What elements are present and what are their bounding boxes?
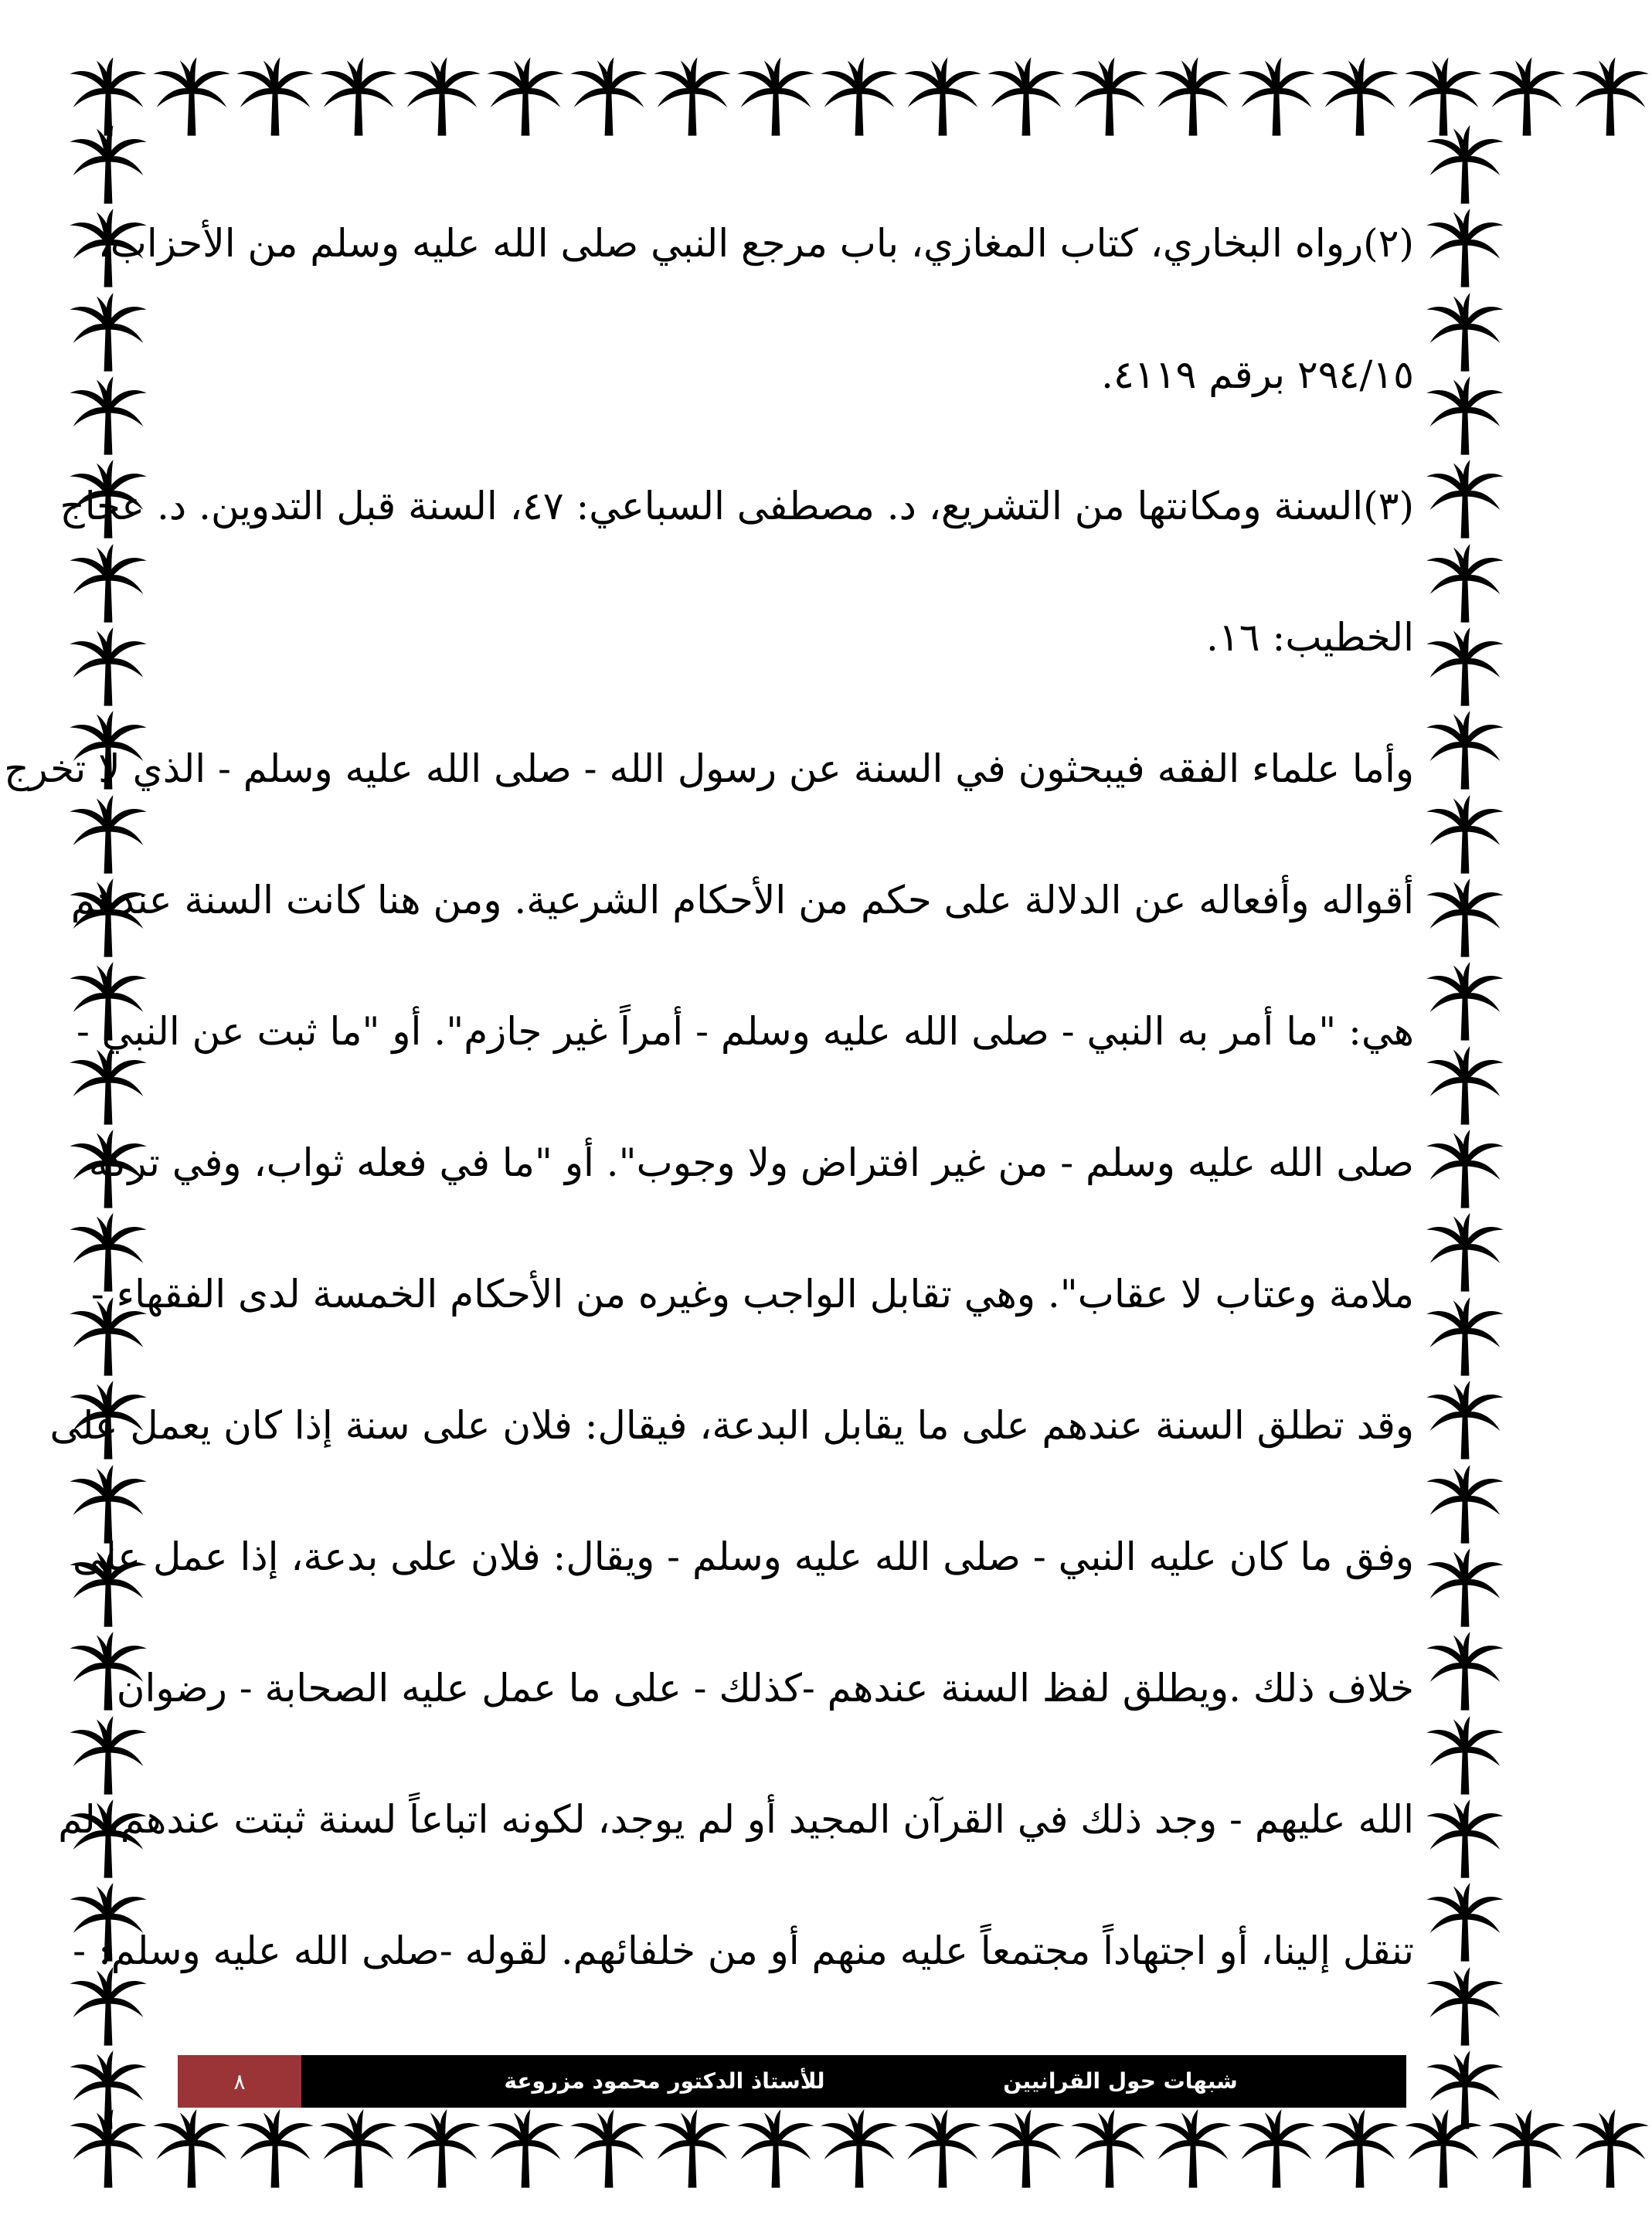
palm-tree-icon [1423, 291, 1507, 375]
palm-tree-icon [651, 2108, 734, 2191]
page-footer [178, 2055, 1406, 2108]
palm-tree-icon [66, 2049, 150, 2132]
palm-tree-icon [1423, 542, 1507, 626]
palm-tree-icon [901, 56, 984, 139]
palm-tree-icon [1423, 960, 1507, 1044]
footnote-line: (٣)السنة ومكانتها من التشريع، د. مصطفى السباعي: ٤٧، السنة قبل التدوين. د. عجاج [59, 484, 1414, 528]
palm-tree-icon [1423, 709, 1507, 793]
palm-tree-icon [901, 2108, 984, 2191]
palm-tree-icon [150, 2108, 233, 2191]
palm-tree-icon [1423, 2049, 1507, 2132]
palm-tree-icon [1423, 1798, 1507, 1881]
palm-tree-icon [1423, 1379, 1507, 1463]
palm-tree-icon [233, 56, 317, 139]
palm-tree-icon [1569, 2108, 1652, 2191]
border-bottom [66, 2108, 1516, 2200]
paragraph-line: وقد تطلق السنة عندهم على ما يقابل البدعة، فيقال: فلان على سنة إذا كان يعمل على [49, 1403, 1414, 1448]
palm-tree-icon [734, 56, 818, 139]
palm-tree-icon [1423, 793, 1507, 877]
palm-tree-icon [400, 56, 484, 139]
palm-tree-icon [233, 2108, 317, 2191]
paragraph-line: الله عليهم - وجد ذلك في القرآن المجيد أو لم يوجد، لكونه اتباعاً لسنة ثبتت عندهم، لم [58, 1797, 1414, 1842]
page-body [4, 178, 1414, 2016]
footnote-line: الخطيب: ١٦. [1206, 615, 1414, 660]
palm-tree-icon [1068, 2108, 1151, 2191]
palm-tree-icon [984, 2108, 1068, 2191]
palm-tree-icon [1423, 1881, 1507, 1965]
border-top [66, 56, 1516, 148]
palm-tree-icon [1235, 56, 1318, 139]
palm-tree-icon [1318, 2108, 1402, 2191]
palm-tree-icon [1423, 1128, 1507, 1211]
palm-tree-icon [1151, 2108, 1235, 2191]
palm-tree-icon [1423, 1630, 1507, 1714]
palm-tree-icon [1423, 1714, 1507, 1798]
border-right [1423, 124, 1516, 2132]
paragraph-line: صلى الله عليه وسلم - من غير افتراض ولا وجوب". أو "ما في فعله ثواب، وفي تركه [88, 1140, 1414, 1185]
palm-tree-icon [317, 56, 400, 139]
palm-tree-icon [1068, 56, 1151, 139]
palm-tree-icon [1151, 56, 1235, 139]
palm-tree-icon [818, 56, 901, 139]
palm-tree-icon [1423, 1547, 1507, 1630]
palm-tree-icon [1569, 56, 1652, 139]
footnote-line: ٢٩٤/١٥ برقم ٤١١٩. [1101, 352, 1414, 397]
palm-tree-icon [317, 2108, 400, 2191]
paragraph-line: تنقل إلينا، أو اجتهاداً مجتمعاً عليه منهم أو من خلفائهم. لقوله -صلى الله عليه وسلم: - [73, 1928, 1414, 1973]
palm-tree-icon [734, 2108, 818, 2191]
paragraph-line: وفق ما كان عليه النبي - صلى الله عليه وسلم - ويقال: فلان على بدعة، إذا عمل على [72, 1534, 1414, 1579]
palm-tree-icon [1423, 458, 1507, 542]
main-paragraph [4, 703, 1414, 2016]
palm-tree-icon [1235, 2108, 1318, 2191]
footer-author: للأستاذ الدكتور محمود مزروعة [504, 2068, 825, 2094]
palm-tree-icon [484, 56, 567, 139]
palm-tree-icon [818, 2108, 901, 2191]
footnote-2 [97, 178, 1414, 440]
palm-tree-icon [400, 2108, 484, 2191]
palm-tree-icon [1423, 1296, 1507, 1379]
palm-tree-icon [567, 56, 651, 139]
footer-title: شبهات حول القرانيين [1003, 2068, 1238, 2094]
paragraph-line: وأما علماء الفقه فيبحثون في السنة عن رسول الله - صلى الله عليه وسلم - الذي لا تخرج [4, 746, 1414, 791]
paragraph-line: ملامة وعتاب لا عقاب". وهي تقابل الواجب وغيره من الأحكام الخمسة لدى الفقهاء - [90, 1272, 1414, 1317]
paragraph-line: خلاف ذلك .ويطلق لفظ السنة عندهم -كذلك - على ما عمل عليه الصحابة - رضوان [116, 1666, 1414, 1711]
footnote-line: (٢)رواه البخاري، كتاب المغازي، باب مرجع النبي صلى الله عليه وسلم من الأحزاب، [97, 221, 1414, 266]
paragraph-line: أقواله وأفعاله عن الدلالة على حكم من الأحكام الشرعية. ومن هنا كانت السنة عندهم [70, 878, 1414, 922]
palm-tree-icon [1423, 124, 1507, 207]
palm-tree-icon [567, 2108, 651, 2191]
palm-tree-icon [1423, 877, 1507, 960]
page-number: ٨ [178, 2055, 301, 2108]
palm-tree-icon [1423, 207, 1507, 290]
palm-tree-icon [150, 56, 233, 139]
palm-tree-icon [1423, 1463, 1507, 1547]
palm-tree-icon [484, 2108, 567, 2191]
palm-tree-icon [1423, 1045, 1507, 1128]
palm-tree-icon [1423, 626, 1507, 709]
palm-tree-icon [651, 56, 734, 139]
palm-tree-icon [1423, 1965, 1507, 2049]
palm-tree-icon [984, 56, 1068, 139]
palm-tree-icon [1318, 56, 1402, 139]
palm-tree-icon [1423, 375, 1507, 458]
palm-tree-icon [66, 626, 150, 709]
paragraph-line: هي: "ما أمر به النبي - صلى الله عليه وسلم - أمراً غير جازم". أو "ما ثبت عن النبي - [76, 1009, 1414, 1054]
palm-tree-icon [1423, 1211, 1507, 1295]
footnote-3 [59, 440, 1414, 703]
